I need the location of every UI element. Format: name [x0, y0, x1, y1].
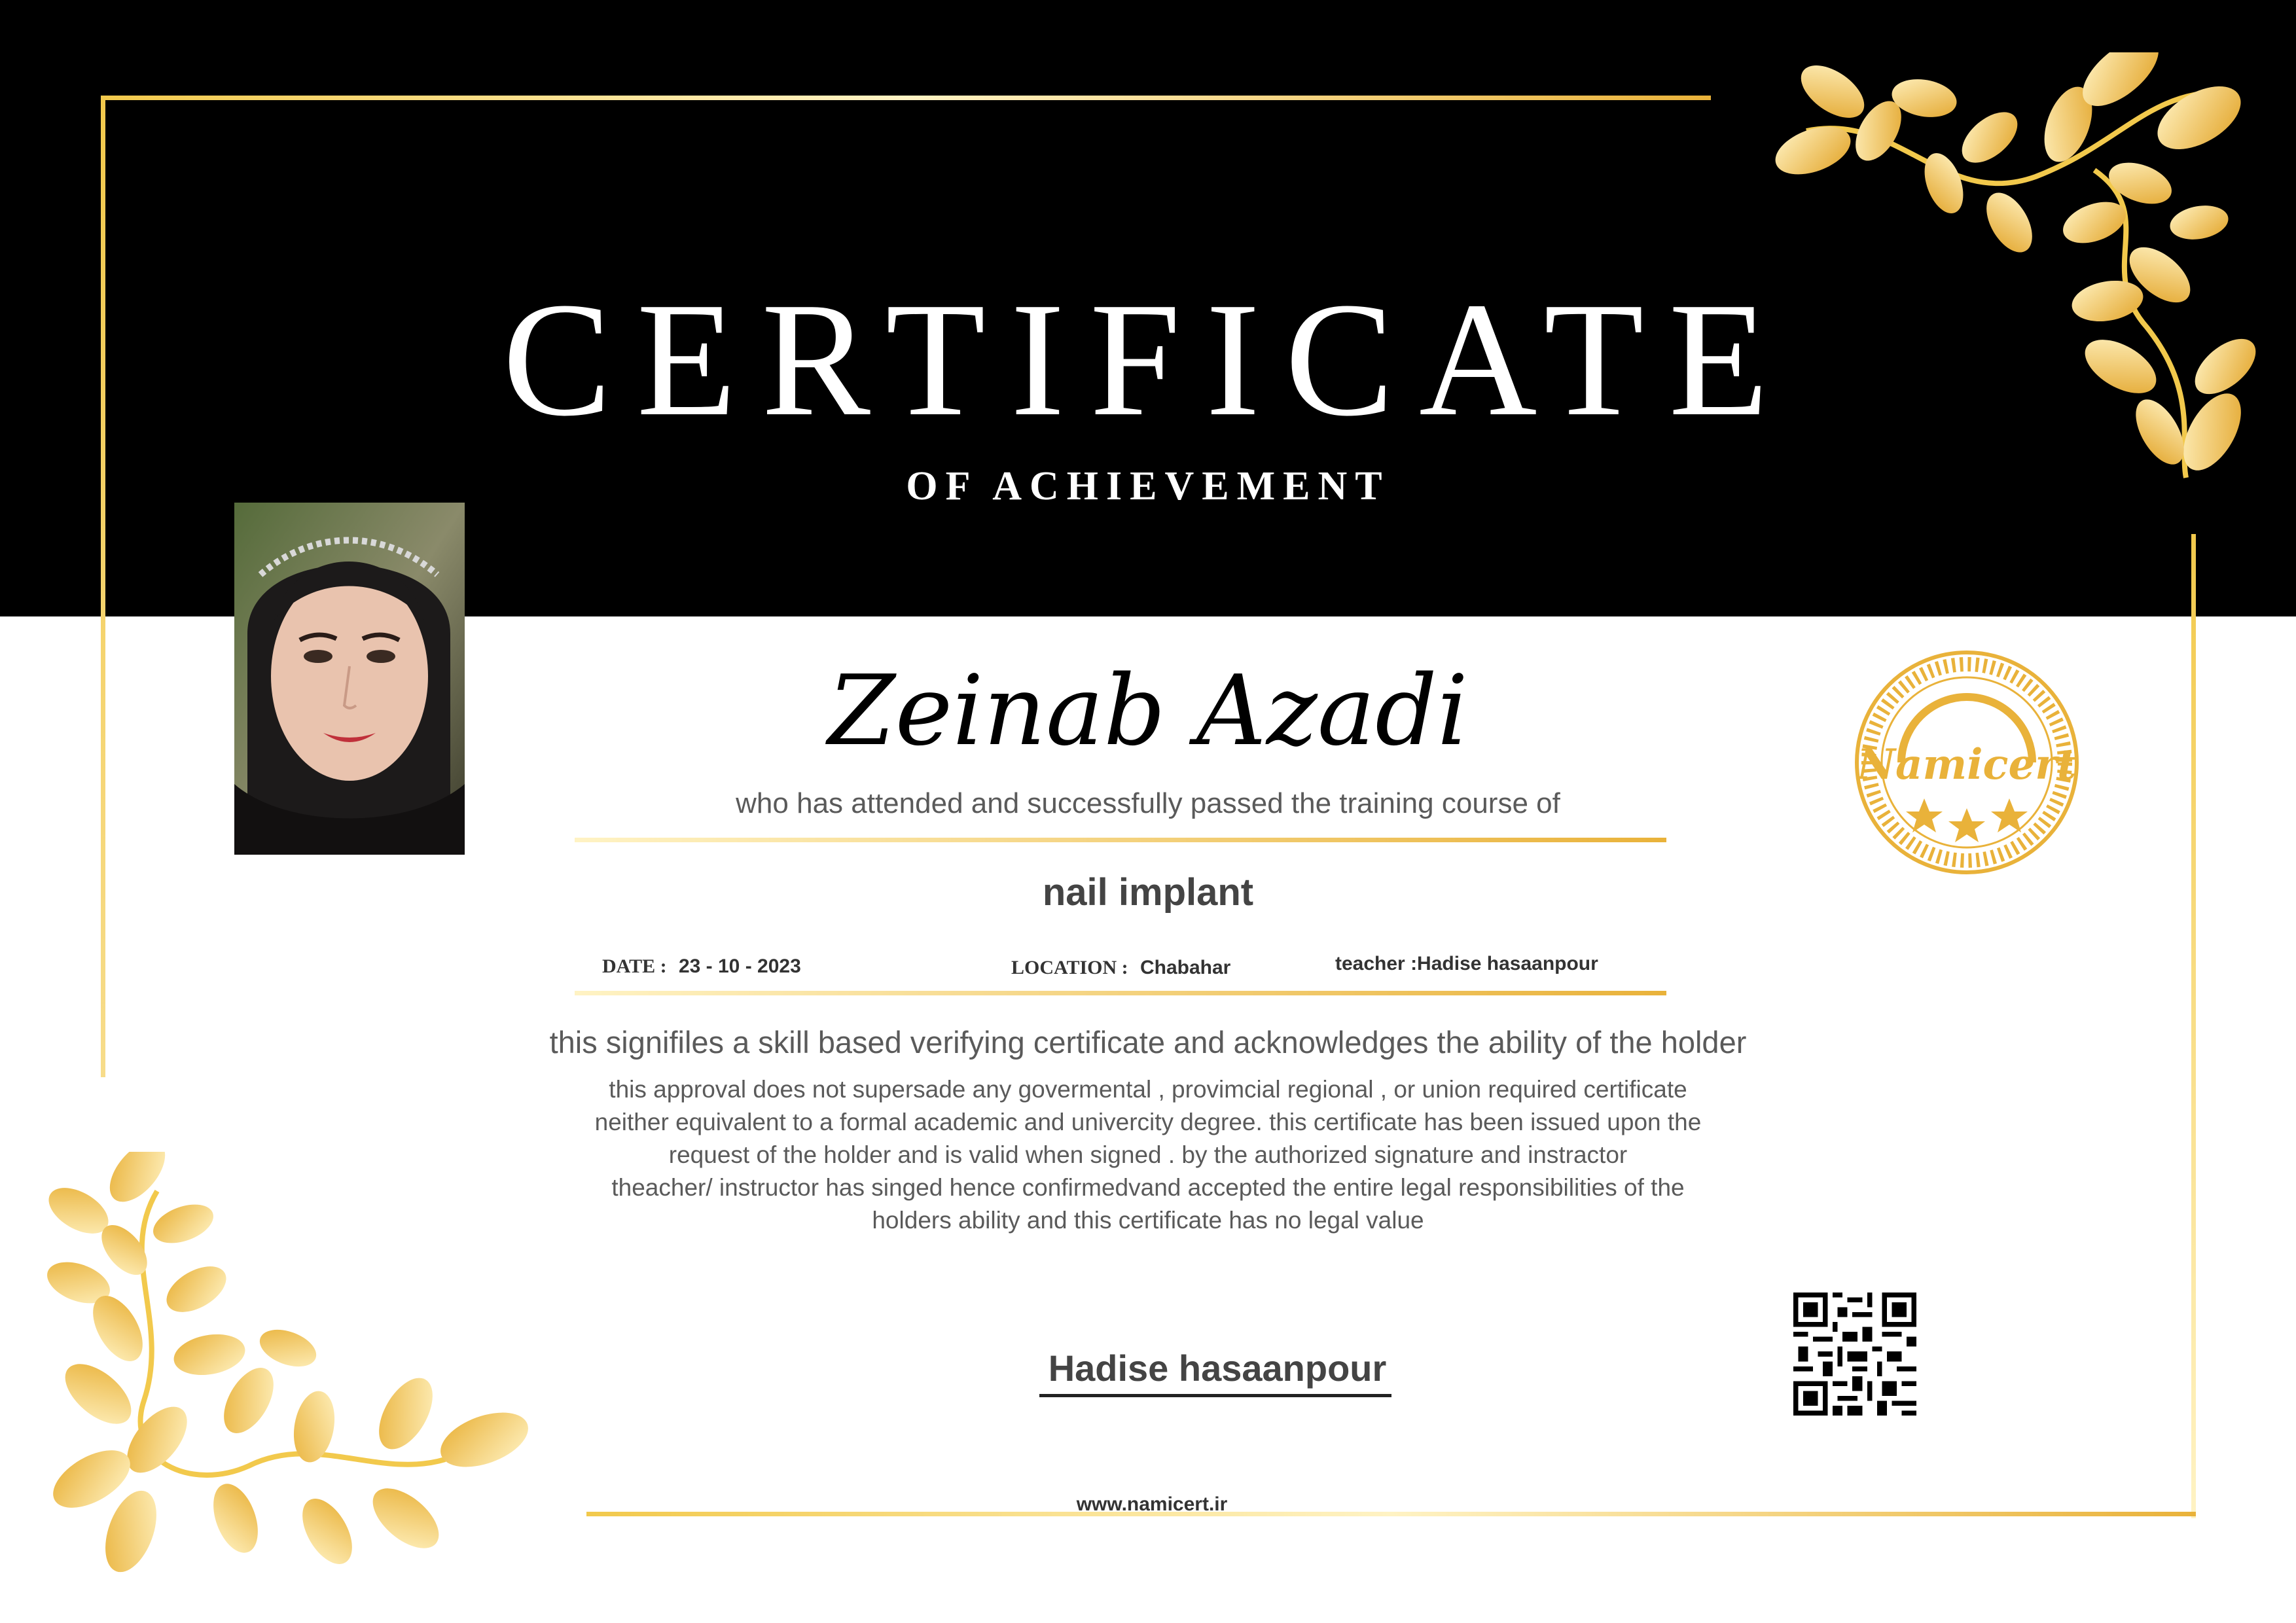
website-url[interactable]: www.namicert.ir — [1076, 1493, 1228, 1515]
location-label: LOCATION : — [1011, 957, 1128, 978]
frame-top-line — [101, 96, 1711, 100]
recipient-name: Zeinab Azadi — [827, 654, 1469, 767]
date-field — [602, 955, 801, 978]
seal-brand: Namicert — [1857, 740, 2077, 789]
signature-name: Hadise hasaanpour — [1048, 1347, 1387, 1389]
attended-text: who has attended and successfully passed the training course of — [736, 787, 1560, 819]
date-value: 23 - 10 - 2023 — [678, 955, 801, 977]
signature-line — [1039, 1394, 1391, 1397]
location-field — [1011, 957, 1230, 979]
certificate-title: CERTIFICATE — [502, 269, 1794, 450]
qr-code-icon[interactable] — [1793, 1293, 1916, 1416]
disclaimer-line: request of the holder and is valid when signed . by the authorized signature and instractor — [668, 1141, 1628, 1168]
divider-line — [575, 991, 1666, 995]
disclaimer-line: holders ability and this certificate has no legal value — [872, 1207, 1424, 1234]
disclaimer-line: neither equivalent to a formal academic and univercity degree. this certificate has been issued upon the — [594, 1109, 1702, 1135]
certificate-subtitle: OF ACHIEVEMENT — [906, 464, 1390, 508]
frame-bottom-line — [586, 1512, 2196, 1516]
seal-icon — [1852, 648, 2081, 877]
disclaimer-line: theacher/ instructor has singed hence confirmedvand accepted the entire legal responsibilities of the — [611, 1174, 1685, 1201]
frame-left-line — [101, 96, 105, 1077]
date-label: DATE : — [602, 955, 667, 977]
disclaimer-line: this approval does not supersade any govermental , provimcial regional , or union required certificate — [609, 1076, 1687, 1103]
course-name: nail implant — [1042, 871, 1254, 914]
divider-line — [575, 838, 1666, 842]
disclaimer-block — [0, 1073, 2296, 1237]
teacher-field: teacher :Hadise hasaanpour — [1335, 953, 1598, 974]
statement-text: this signifiles a skill based verifying certificate and acknowledges the ability of the holder — [549, 1025, 1747, 1060]
location-value: Chabahar — [1139, 957, 1231, 978]
